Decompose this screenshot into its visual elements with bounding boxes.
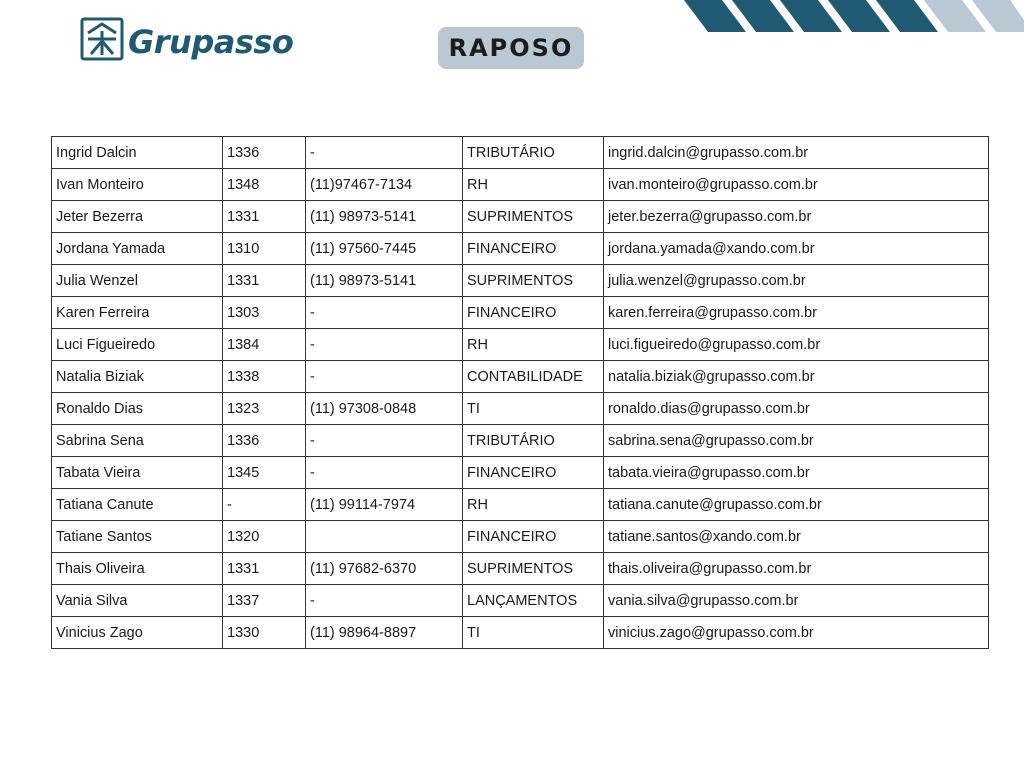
- contact-phone: -: [306, 329, 463, 361]
- contact-name: Jordana Yamada: [52, 233, 223, 265]
- contact-extension: -: [223, 489, 306, 521]
- grupasso-logo-icon: [80, 17, 124, 61]
- contact-phone: (11) 97560-7445: [306, 233, 463, 265]
- contact-extension: 1345: [223, 457, 306, 489]
- contact-name: Thais Oliveira: [52, 553, 223, 585]
- contact-extension: 1331: [223, 553, 306, 585]
- contact-department: LANÇAMENTOS: [463, 585, 604, 617]
- contact-email[interactable]: ronaldo.dias@grupasso.com.br: [604, 393, 989, 425]
- contact-department: SUPRIMENTOS: [463, 553, 604, 585]
- table-row: [52, 201, 989, 233]
- contact-name: Sabrina Sena: [52, 425, 223, 457]
- decorative-stripes: [660, 0, 1024, 32]
- contact-phone: (11) 99114-7974: [306, 489, 463, 521]
- contact-department: TI: [463, 617, 604, 649]
- contact-extension: 1303: [223, 297, 306, 329]
- table-row: [52, 265, 989, 297]
- contact-email[interactable]: ingrid.dalcin@grupasso.com.br: [604, 137, 989, 169]
- contact-name: Jeter Bezerra: [52, 201, 223, 233]
- contact-email[interactable]: natalia.biziak@grupasso.com.br: [604, 361, 989, 393]
- contact-extension: 1331: [223, 201, 306, 233]
- contact-email[interactable]: ivan.monteiro@grupasso.com.br: [604, 169, 989, 201]
- table-row: [52, 297, 989, 329]
- contact-email[interactable]: tatiana.canute@grupasso.com.br: [604, 489, 989, 521]
- table-row: [52, 489, 989, 521]
- brand-logo: [80, 17, 293, 61]
- contact-department: SUPRIMENTOS: [463, 265, 604, 297]
- table-row: [52, 329, 989, 361]
- contact-name: Vinicius Zago: [52, 617, 223, 649]
- contact-phone: (11) 97682-6370: [306, 553, 463, 585]
- contact-phone: (11) 98973-5141: [306, 265, 463, 297]
- location-badge: RAPOSO: [438, 27, 584, 69]
- contact-phone: (11) 98973-5141: [306, 201, 463, 233]
- contact-extension: 1337: [223, 585, 306, 617]
- contact-email[interactable]: sabrina.sena@grupasso.com.br: [604, 425, 989, 457]
- contact-department: FINANCEIRO: [463, 233, 604, 265]
- contact-email[interactable]: tabata.vieira@grupasso.com.br: [604, 457, 989, 489]
- contact-extension: 1310: [223, 233, 306, 265]
- contact-email[interactable]: thais.oliveira@grupasso.com.br: [604, 553, 989, 585]
- contact-email[interactable]: julia.wenzel@grupasso.com.br: [604, 265, 989, 297]
- contact-email[interactable]: luci.figueiredo@grupasso.com.br: [604, 329, 989, 361]
- table-row: [52, 617, 989, 649]
- contact-name: Karen Ferreira: [52, 297, 223, 329]
- contact-department: RH: [463, 169, 604, 201]
- contact-name: Ivan Monteiro: [52, 169, 223, 201]
- table-row: [52, 169, 989, 201]
- contact-email[interactable]: jeter.bezerra@grupasso.com.br: [604, 201, 989, 233]
- table-row: [52, 233, 989, 265]
- contact-name: Natalia Biziak: [52, 361, 223, 393]
- contact-department: CONTABILIDADE: [463, 361, 604, 393]
- contact-extension: 1330: [223, 617, 306, 649]
- contact-email[interactable]: jordana.yamada@xando.com.br: [604, 233, 989, 265]
- contact-phone: -: [306, 425, 463, 457]
- contact-department: TRIBUTÁRIO: [463, 137, 604, 169]
- contact-extension: 1336: [223, 425, 306, 457]
- brand-name: Grupasso: [128, 23, 294, 61]
- contact-extension: 1331: [223, 265, 306, 297]
- contact-extension: 1336: [223, 137, 306, 169]
- contact-email[interactable]: vinicius.zago@grupasso.com.br: [604, 617, 989, 649]
- contact-name: Julia Wenzel: [52, 265, 223, 297]
- contact-phone: -: [306, 361, 463, 393]
- contact-department: TRIBUTÁRIO: [463, 425, 604, 457]
- contact-name: Tabata Vieira: [52, 457, 223, 489]
- table-row: [52, 361, 989, 393]
- contact-department: FINANCEIRO: [463, 297, 604, 329]
- contact-extension: 1323: [223, 393, 306, 425]
- contact-phone: -: [306, 457, 463, 489]
- contact-email[interactable]: karen.ferreira@grupasso.com.br: [604, 297, 989, 329]
- contact-phone: -: [306, 585, 463, 617]
- contact-phone: [306, 521, 463, 553]
- table-row: [52, 553, 989, 585]
- contact-name: Tatiane Santos: [52, 521, 223, 553]
- contact-department: RH: [463, 329, 604, 361]
- table-row: [52, 393, 989, 425]
- table-row: [52, 585, 989, 617]
- contact-department: SUPRIMENTOS: [463, 201, 604, 233]
- table-row: [52, 425, 989, 457]
- contact-name: Luci Figueiredo: [52, 329, 223, 361]
- contact-phone: (11)97467-7134: [306, 169, 463, 201]
- contact-phone: (11) 98964-8897: [306, 617, 463, 649]
- contact-table: [51, 136, 989, 649]
- contact-name: Tatiana Canute: [52, 489, 223, 521]
- table-row: [52, 457, 989, 489]
- contact-extension: 1320: [223, 521, 306, 553]
- contact-phone: (11) 97308-0848: [306, 393, 463, 425]
- contact-extension: 1384: [223, 329, 306, 361]
- contact-department: FINANCEIRO: [463, 521, 604, 553]
- table-row: [52, 137, 989, 169]
- contact-phone: -: [306, 137, 463, 169]
- contact-department: FINANCEIRO: [463, 457, 604, 489]
- contact-extension: 1338: [223, 361, 306, 393]
- contact-name: Ronaldo Dias: [52, 393, 223, 425]
- table-row: [52, 521, 989, 553]
- contact-email[interactable]: tatiane.santos@xando.com.br: [604, 521, 989, 553]
- contact-department: RH: [463, 489, 604, 521]
- contact-department: TI: [463, 393, 604, 425]
- contact-extension: 1348: [223, 169, 306, 201]
- contact-name: Vania Silva: [52, 585, 223, 617]
- contact-phone: -: [306, 297, 463, 329]
- contact-email[interactable]: vania.silva@grupasso.com.br: [604, 585, 989, 617]
- contact-name: Ingrid Dalcin: [52, 137, 223, 169]
